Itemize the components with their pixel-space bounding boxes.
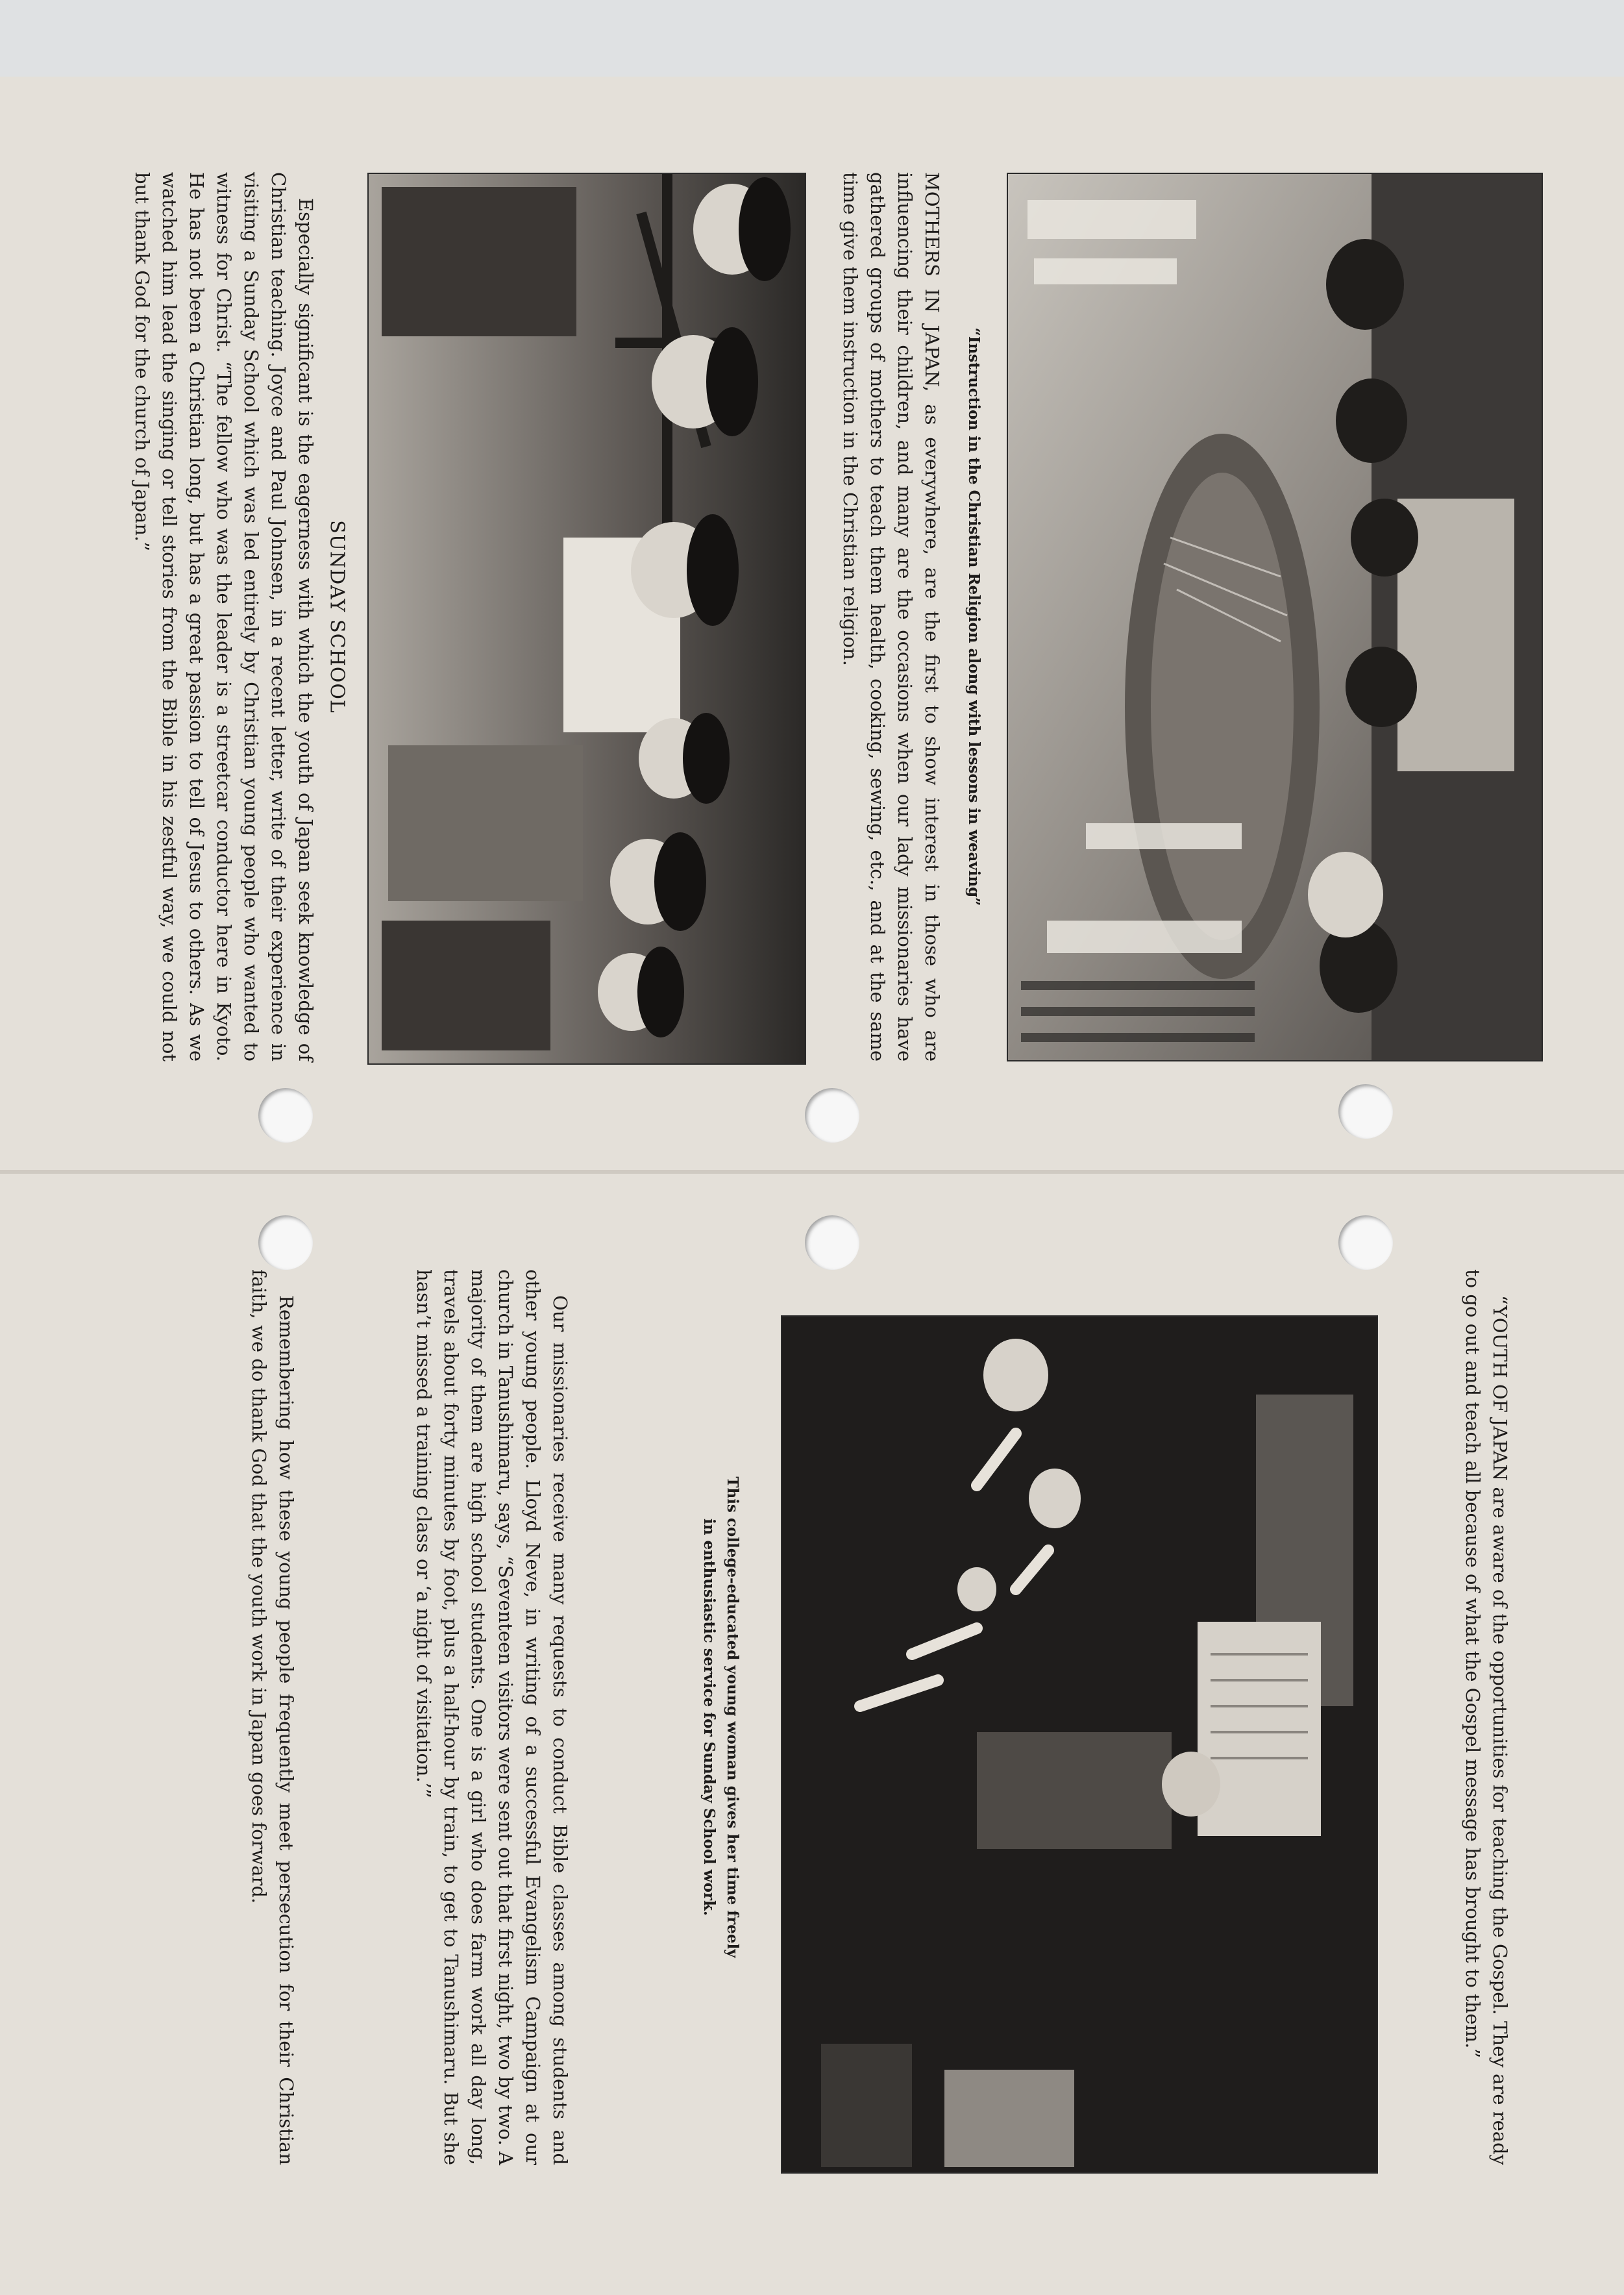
mothers-body: as everywhere, are the first to show interest in those who are influencing their children, and many are the occasions when our lady missionaries have gathered groups of mothers to teach them health, cooking, sewing, etc., and at the same time give them instruction in the Christian religion.	[839, 172, 943, 1061]
punch-hole	[258, 1088, 313, 1143]
sunday-school-text: Especially significant is the eagerness with which the youth of Japan seek knowledge of Christian teaching. Joyce and Paul Johnsen, in a recent letter, write of their experience in visiting a Sunday School which was led entirely by Christian young people who wanted to witness for Christ. “The fellow who was the leader is a streetcar conductor here in Kyoto. He has not been a Christian long, but has a great passion to tell of Jesus to others. As we watched him lead the singing or tell stories from the Bible in his zestful way, we could not but thank God for the church of Japan.”	[131, 172, 317, 1061]
remembering-paragraph	[245, 1269, 300, 2165]
college-woman-photo	[782, 1317, 1377, 2172]
scanner-background	[0, 0, 1624, 77]
mothers-lead-in: MOTHERS IN JAPAN,	[921, 172, 943, 392]
sunday-school-children-photo	[369, 174, 805, 1063]
youth-lead-in: “YOUTH OF JAPAN	[1489, 1295, 1511, 1481]
caption-line-2: in enthusiastic service for Sunday School work.	[700, 1519, 718, 1916]
center-fold	[0, 1170, 1624, 1174]
missionaries-paragraph	[410, 1269, 574, 2165]
sunday-school-paragraph	[129, 172, 319, 1061]
college-woman-photo-caption	[697, 1328, 744, 2107]
punch-hole	[1338, 1084, 1393, 1139]
youth-of-japan-paragraph	[1459, 1269, 1514, 2165]
caption-line-1: This college-educated young woman gives her time freely	[724, 1476, 741, 1958]
remembering-text: Remembering how these young people frequently meet persecution for their Christian faith, we do thank God that the youth work in Japan goes forward.	[248, 1269, 297, 2165]
sunday-school-heading: SUNDAY SCHOOL	[325, 520, 349, 713]
youth-body: are aware of the opportunities for teaching the Gospel. They are ready to go out and teach all because of what the Gospel message has brought to them.”	[1462, 1269, 1511, 2165]
punch-hole	[805, 1215, 859, 1270]
weaving-photo-caption: “Instruction in the Christian Religion along with lessons in weaving”	[965, 327, 983, 906]
mothers-in-japan-paragraph	[837, 172, 946, 1061]
punch-hole	[1338, 1215, 1393, 1270]
punch-hole	[805, 1088, 859, 1143]
punch-hole	[258, 1215, 313, 1270]
missionaries-text: Our missionaries receive many requests to conduct Bible classes among students and other young people. Lloyd Neve, in writing of a successful Evangelism Campaign at our church in Tanushimaru, says, “Seventeen visitors were sent out that first night, two by two. A majority of them are high school students. One is a girl who does farm work all day long, travels about forty minutes by foot, plus a half-hour by train, to get to Tanushimaru. But she hasn’t missed a training class or ‘a night of visitation.’”	[413, 1269, 571, 2165]
weaving-class-photo	[1008, 174, 1542, 1060]
